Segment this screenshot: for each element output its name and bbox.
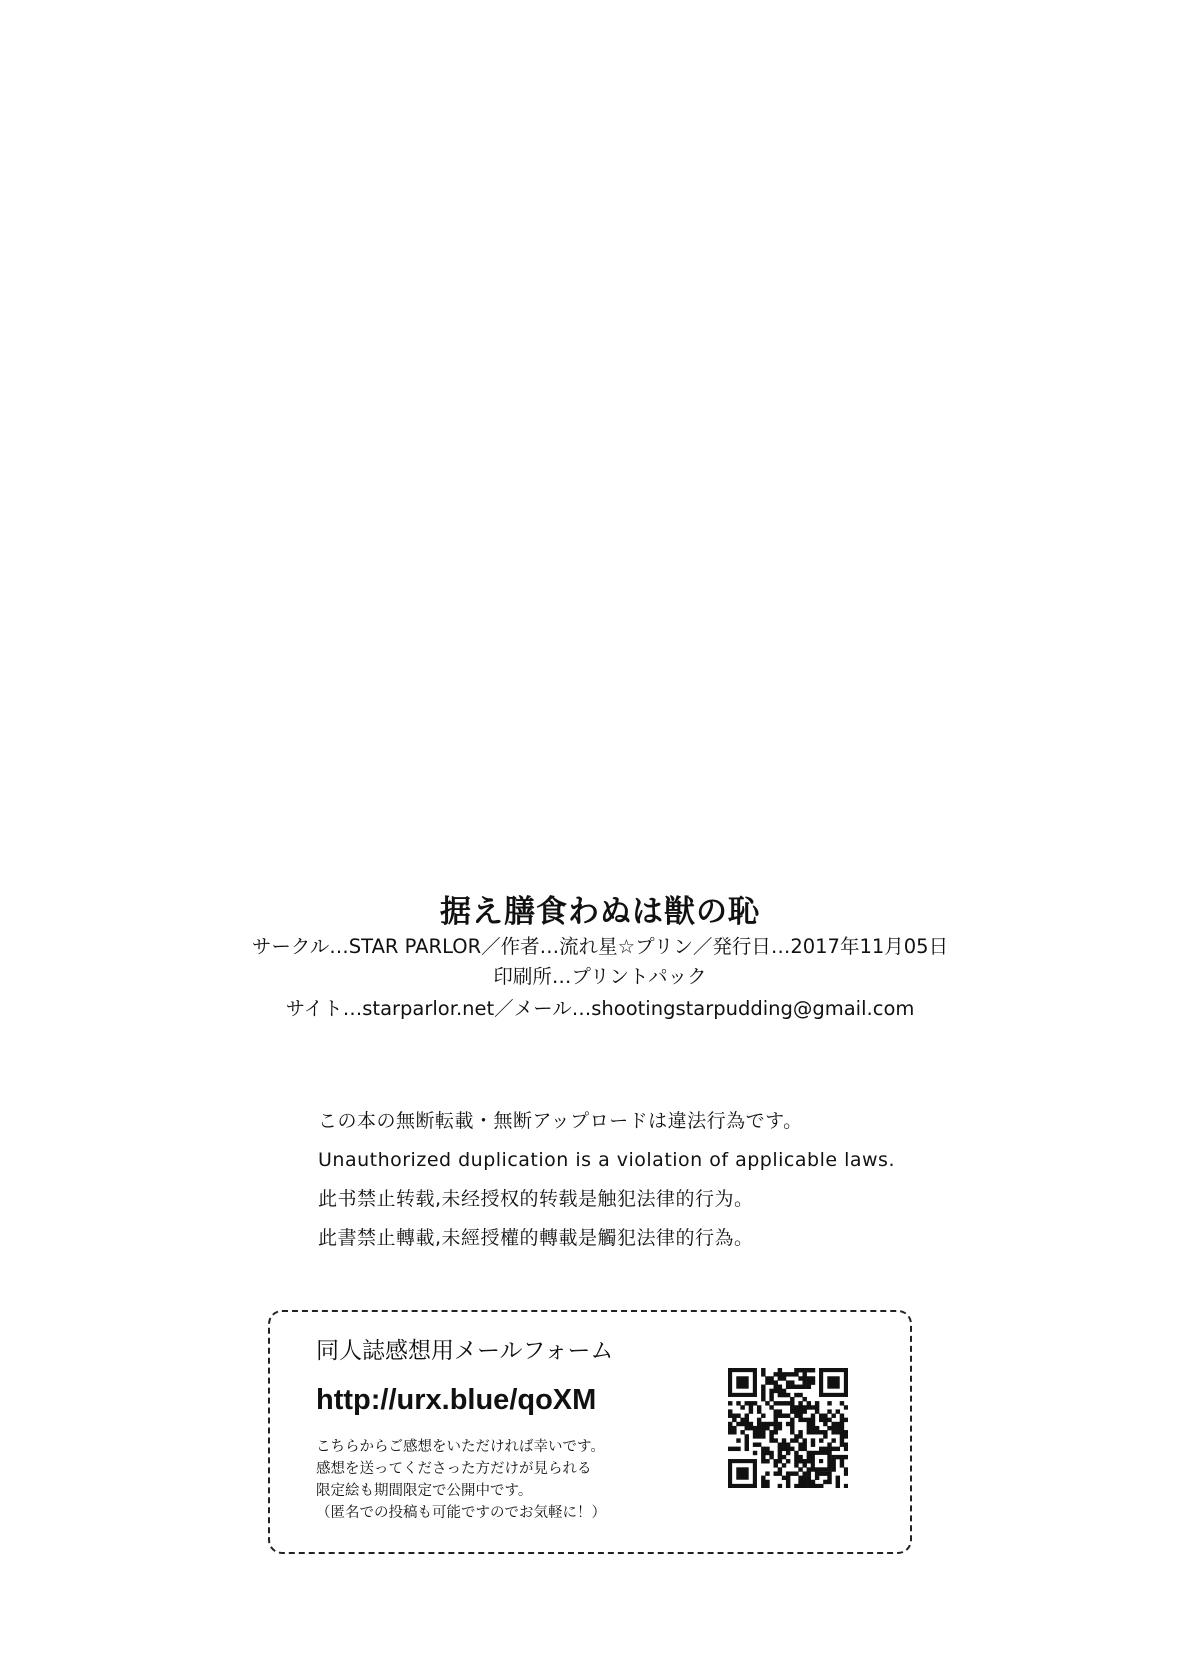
- printer-line: 印刷所…プリントパック: [493, 965, 707, 988]
- notice-chinese-traditional: 此書禁止轉載,未經授權的轉載是觸犯法律的行為。: [318, 1227, 754, 1249]
- mail-form-notes: [316, 1436, 696, 1524]
- mail-form-note: 感想を送ってくださった方だけが見られる: [316, 1461, 592, 1477]
- colophon: [0, 892, 1200, 1024]
- mail-form-note: （匿名での投稿も可能ですのでお気軽に！）: [316, 1505, 606, 1521]
- mail-form-box: [268, 1310, 912, 1554]
- qr-code-icon: [728, 1368, 848, 1488]
- mail-form-note: 限定絵も期間限定で公開中です。: [316, 1483, 533, 1499]
- mail-form-url[interactable]: http://urx.blue/qoXM: [316, 1384, 597, 1416]
- circle-author-date-line: サークル…STAR PARLOR／作者…流れ星☆プリン／発行日…2017年11月05日: [251, 935, 949, 958]
- notice-chinese-simplified: 此书禁止转载,未经授权的转载是触犯法律的行为。: [318, 1188, 754, 1210]
- notice-japanese: この本の無断転載・無断アップロードは違法行為です。: [318, 1110, 803, 1132]
- book-title: 据え膳食わぬは獣の恥: [440, 894, 760, 930]
- mail-form-note: こちらからご感想をいただければ幸いです。: [316, 1439, 605, 1455]
- notice-english: Unauthorized duplication is a violation of applicable laws.: [318, 1149, 895, 1171]
- mail-form-heading: 同人誌感想用メールフォーム: [316, 1338, 614, 1364]
- copyright-notice: [318, 1102, 918, 1258]
- site-mail-line: サイト…starparlor.net／メール…shootingstarpudding@gmail.com: [285, 997, 915, 1020]
